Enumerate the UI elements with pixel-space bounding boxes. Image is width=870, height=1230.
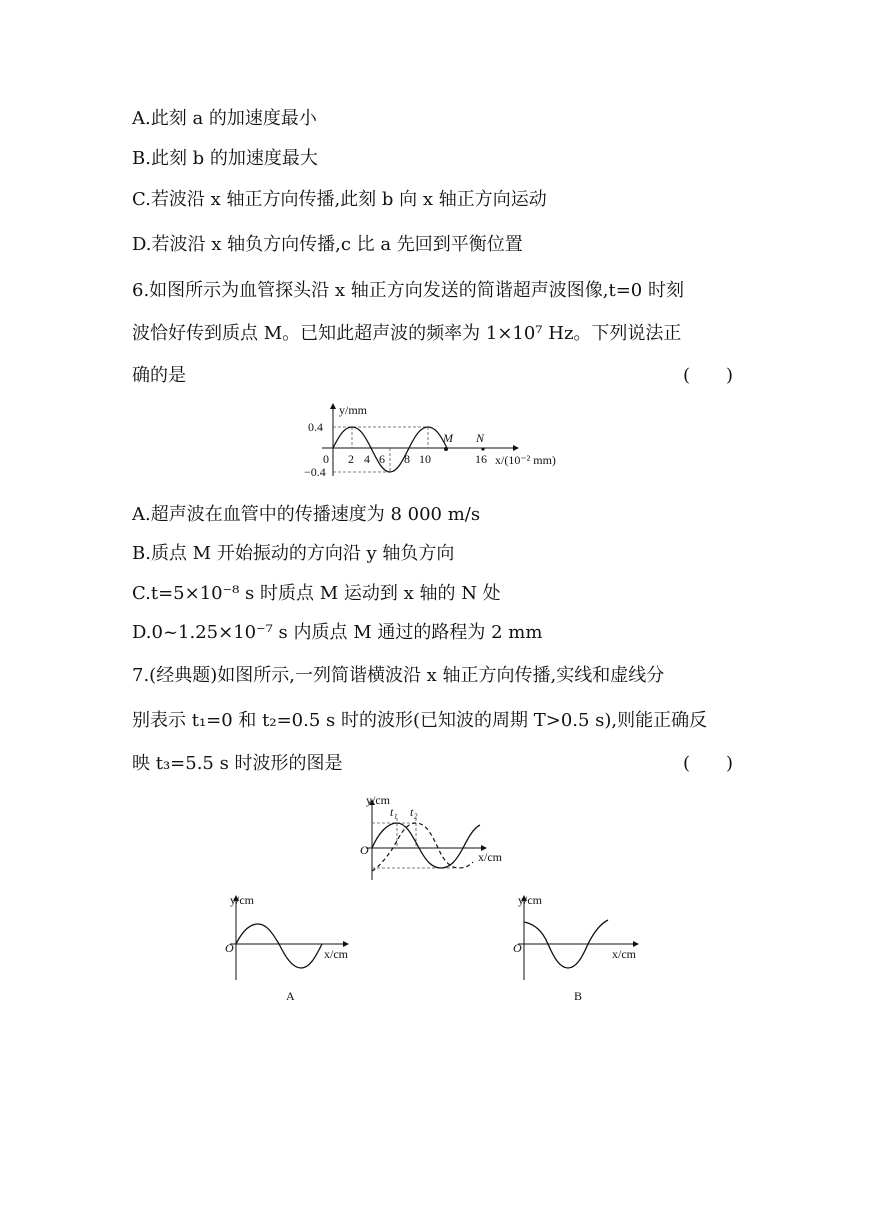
q6-xtick-16: 16 <box>475 452 487 466</box>
q6-point-m <box>444 447 448 451</box>
q7-main-figure <box>352 788 512 883</box>
q7-main-origin: O <box>360 843 369 857</box>
q6-x-label: x/(10⁻² mm) <box>495 453 556 467</box>
q7-main-y-label: y/cm <box>366 793 390 807</box>
q6-xtick-8: 8 <box>404 452 410 466</box>
q7-dashed-wave <box>372 823 473 871</box>
q6-answer-paren: ( ) <box>683 365 734 386</box>
q7-b-origin: O <box>513 941 522 955</box>
q6-xtick-4: 4 <box>364 452 370 466</box>
q7-b-caption: B <box>574 989 583 1003</box>
q6-option-b: B.质点 M 开始振动的方向沿 y 轴负方向 <box>132 543 455 564</box>
q6-ytick-neg: −0.4 <box>304 465 326 479</box>
q6-stem-line2: 波恰好传到质点 M。已知此超声波的频率为 1×10⁷ Hz。下列说法正 <box>132 323 682 344</box>
q7-a-caption: A <box>286 989 295 1003</box>
q7-choice-a-figure <box>222 890 362 1012</box>
q7-t1-label: t₁ <box>390 805 398 819</box>
q7-choice-b-figure <box>510 890 650 1012</box>
q6-option-d: D.0~1.25×10⁻⁷ s 内质点 M 通过的路程为 2 mm <box>132 622 543 643</box>
q6-option-c: C.t=5×10⁻⁸ s 时质点 M 运动到 x 轴的 N 处 <box>132 583 501 604</box>
q7-stem-line1: 7.(经典题)如图所示,一列简谐横波沿 x 轴正方向传播,实线和虚线分 <box>132 665 665 686</box>
q6-stem-line1: 6.如图所示为血管探头沿 x 轴正方向发送的简谐超声波图像,t=0 时刻 <box>132 280 684 301</box>
q6-xtick-6: 6 <box>379 452 385 466</box>
q5-option-c: C.若波沿 x 轴正方向传播,此刻 b 向 x 轴正方向运动 <box>132 189 547 210</box>
q6-point-n <box>481 447 484 450</box>
q5-option-a: A.此刻 a 的加速度最小 <box>132 108 317 129</box>
q6-xtick-0: 0 <box>323 452 329 466</box>
q6-wave-figure <box>300 398 580 480</box>
q7-stem-line2: 别表示 t₁=0 和 t₂=0.5 s 时的波形(已知波的周期 T>0.5 s),则能正确反 <box>132 710 708 731</box>
q6-label-m: M <box>443 431 453 445</box>
q5-option-b: B.此刻 b 的加速度最大 <box>132 148 318 169</box>
q7-main-x-label: x/cm <box>478 850 502 864</box>
q6-xtick-2: 2 <box>348 452 354 466</box>
q6-xtick-10: 10 <box>419 452 431 466</box>
q6-label-n: N <box>476 431 485 445</box>
q6-y-label: y/mm <box>339 403 368 417</box>
q7-b-x-label: x/cm <box>612 947 636 961</box>
q7-t2-label: t₂ <box>410 805 418 819</box>
q7-a-x-label: x/cm <box>324 947 348 961</box>
q7-a-origin: O <box>225 941 234 955</box>
q7-solid-wave <box>372 823 480 868</box>
q7-a-y-label: y/cm <box>230 893 254 907</box>
q7-choice-a-wave <box>236 924 322 968</box>
q6-option-a: A.超声波在血管中的传播速度为 8 000 m/s <box>132 504 481 525</box>
q7-stem-line3: 映 t₃=5.5 s 时波形的图是 <box>132 753 343 774</box>
q6-ytick-pos: 0.4 <box>308 420 323 434</box>
q7-answer-paren: ( ) <box>683 753 734 774</box>
q7-b-y-label: y/cm <box>518 893 542 907</box>
q6-stem-line3: 确的是 <box>132 365 186 386</box>
q5-option-d: D.若波沿 x 轴负方向传播,c 比 a 先回到平衡位置 <box>132 234 523 255</box>
